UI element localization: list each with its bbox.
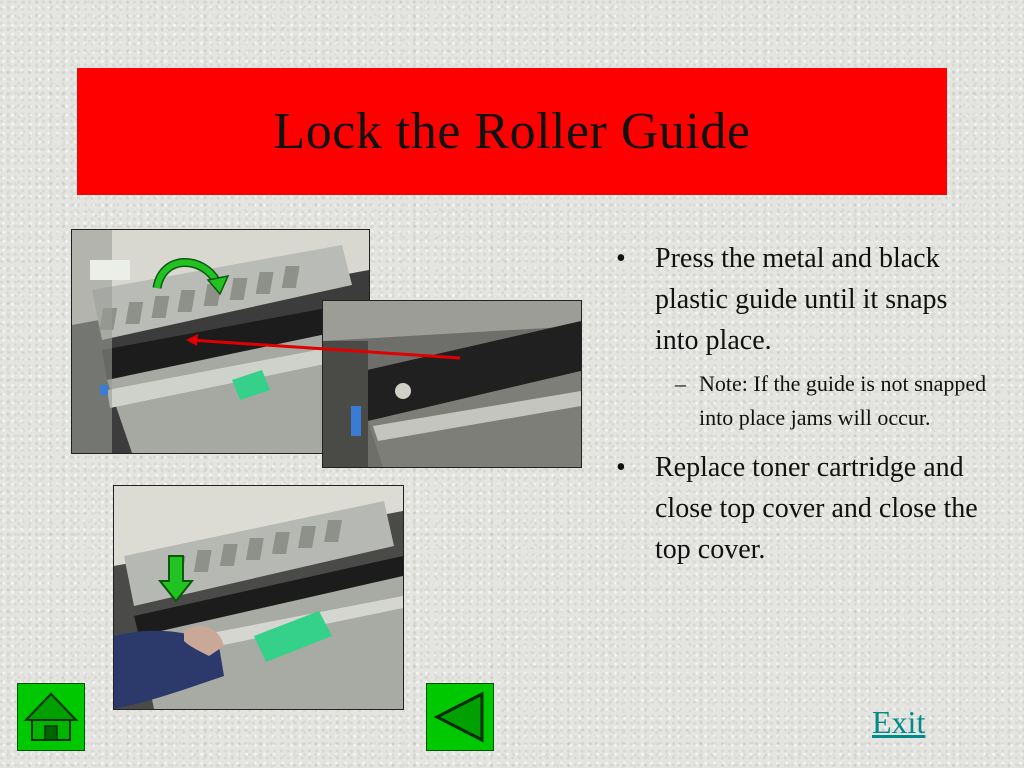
bullet-list — [614, 238, 994, 576]
bullet-text: Replace toner cartridge and close top cover and close the top cover. — [655, 452, 978, 565]
sub-bullet-text: Note: If the guide is not snapped into place jams will occur. — [699, 371, 987, 430]
photo-pressing-guide — [113, 485, 404, 710]
sub-bullet-item — [614, 367, 994, 435]
home-button[interactable] — [17, 683, 85, 751]
bullet-text: Press the metal and black plastic guide until it snaps into place. — [655, 243, 948, 356]
photo-roller-guide-closeup — [322, 300, 582, 468]
exit-link[interactable]: Exit — [872, 704, 926, 740]
bullet-item — [614, 238, 994, 361]
slide-title-bar — [77, 68, 947, 195]
back-triangle-icon — [427, 684, 493, 750]
bullet-glyph: • — [616, 452, 626, 483]
slide-title: Lock the Roller Guide — [273, 103, 751, 160]
home-icon — [18, 684, 84, 750]
bullet-item — [614, 447, 994, 570]
sub-bullet-glyph: – — [675, 371, 686, 396]
bullet-glyph: • — [616, 243, 626, 274]
back-button[interactable] — [426, 683, 494, 751]
